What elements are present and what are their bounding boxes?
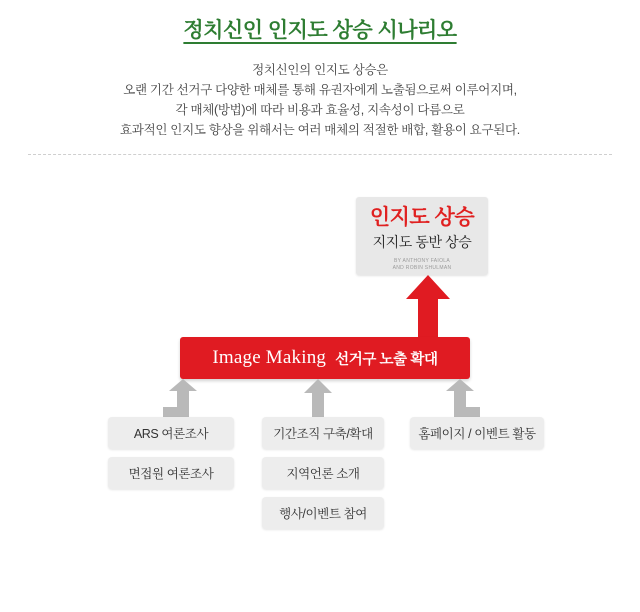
page-subtitle — [0, 60, 640, 140]
goal-sub-label: 지지도 동반 상승 — [372, 234, 472, 250]
list-item[interactable]: 기간조직 구축/확대 — [262, 417, 384, 449]
connector-arrow-middle-icon — [304, 379, 332, 419]
subtitle-line-4: 효과적인 인지도 향상을 위해서는 여러 매체의 적절한 배합, 활용이 요구된다. — [120, 123, 520, 137]
list-item[interactable]: 지역언론 소개 — [262, 457, 384, 489]
goal-credit-line-2: AND ROBIN SHULMAN — [392, 265, 452, 271]
subtitle-line-1: 정치신인의 인지도 상승은 — [252, 63, 388, 77]
diagram-canvas — [0, 155, 640, 595]
connector-arrow-left-icon — [163, 379, 197, 419]
banner-korean-label: 선거구 노출 확대 — [335, 351, 438, 368]
page-header — [0, 0, 640, 155]
goal-credit-line-1: BY ANTHONY FAIOLA — [393, 258, 451, 264]
list-item[interactable]: 면접원 여론조사 — [108, 457, 234, 489]
image-making-banner — [180, 337, 470, 379]
banner-english-label: Image Making — [212, 347, 327, 368]
goal-card — [356, 197, 488, 275]
page-title: 정치신인 인지도 상승 시나리오 — [183, 19, 457, 42]
red-up-arrow-icon — [406, 275, 450, 337]
connector-arrow-right-icon — [446, 379, 480, 419]
goal-main-label: 인지도 상승 — [369, 206, 475, 229]
goal-credit — [356, 258, 488, 272]
subtitle-line-3: 각 매체(방법)에 따라 비용과 효율성, 지속성이 다름으로 — [175, 103, 465, 117]
list-item[interactable]: ARS 여론조사 — [108, 417, 234, 449]
subtitle-line-2: 오랜 기간 선거구 다양한 매체를 통해 유권자에게 노출됨으로써 이루어지며, — [123, 83, 517, 97]
list-item[interactable]: 홈페이지 / 이벤트 활동 — [410, 417, 544, 449]
list-item[interactable]: 행사/이벤트 참여 — [262, 497, 384, 529]
